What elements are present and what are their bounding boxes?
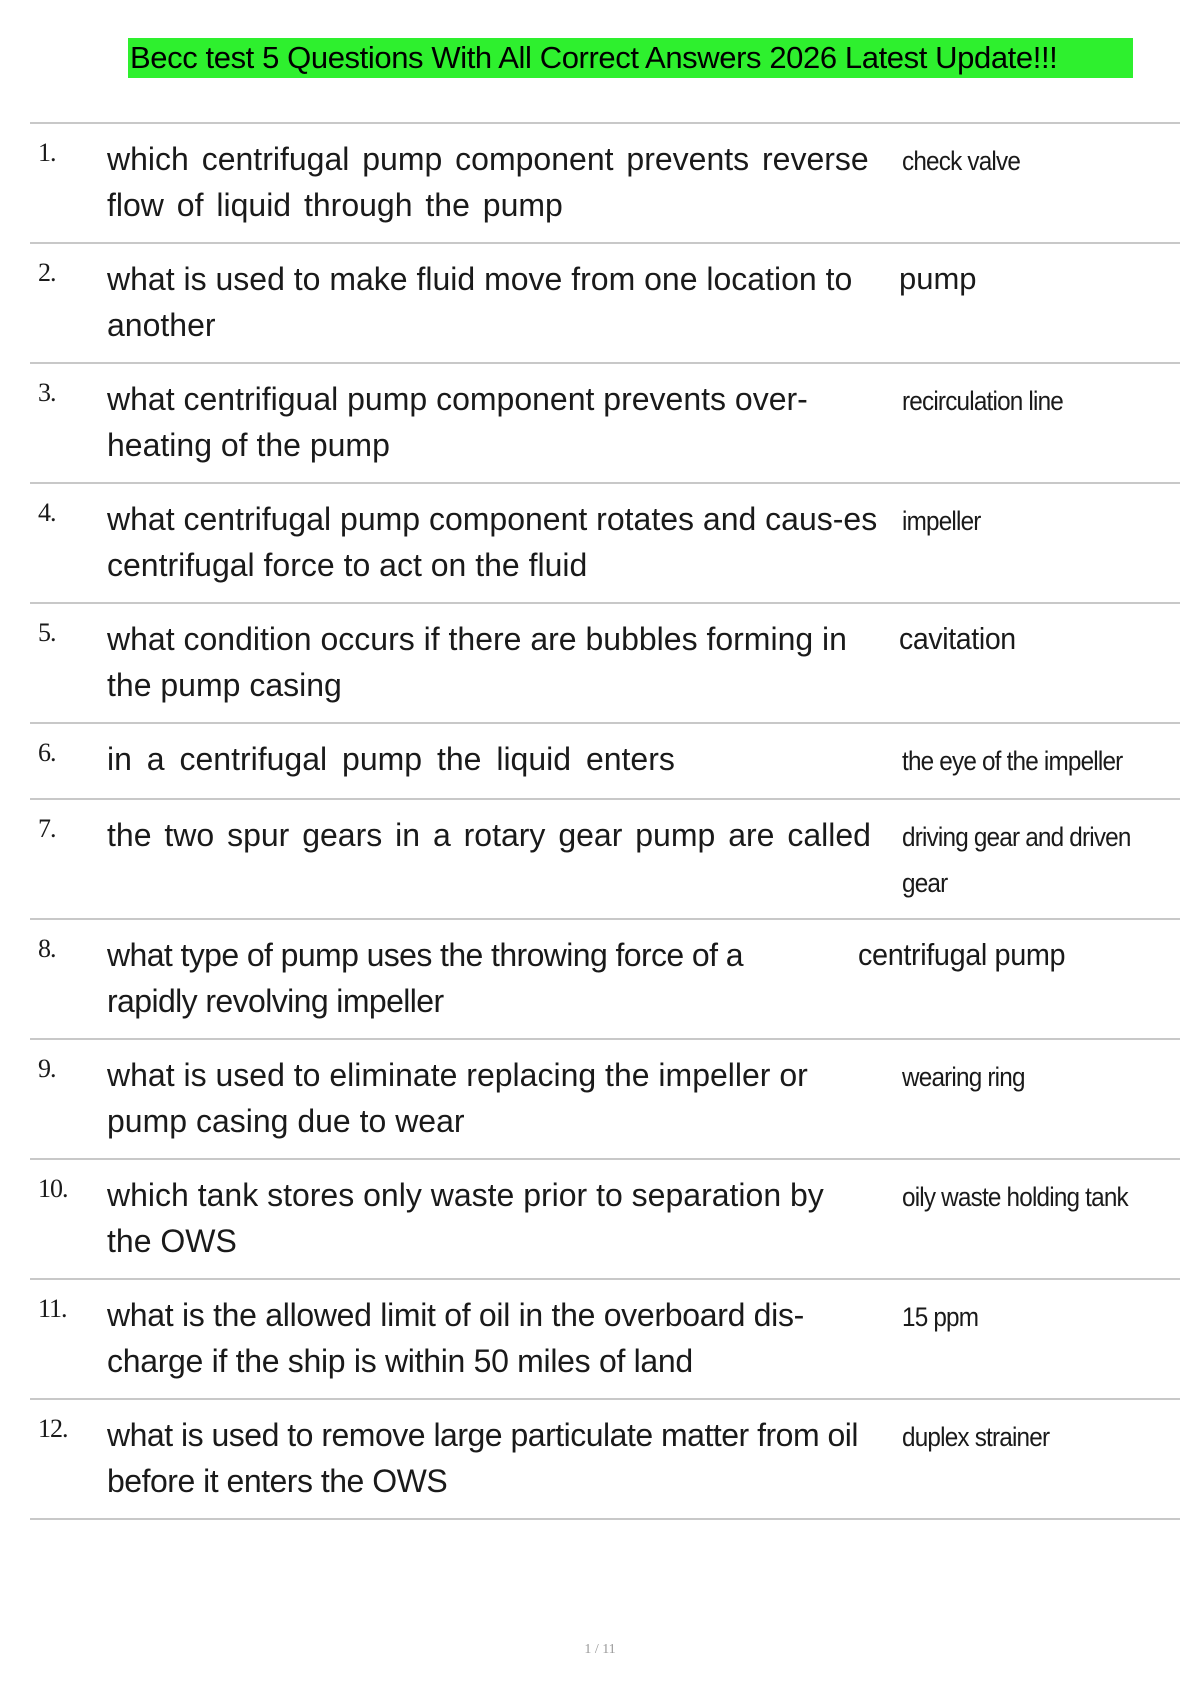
item-answer: 15 ppm [902,1302,979,1332]
item-answer: cavitation [899,621,1016,656]
qa-item-4 [30,484,1180,602]
item-question: what is used to make fluid move from one location to another [107,261,853,343]
qa-item-3 [30,364,1180,482]
item-number: 10. [38,1174,68,1203]
item-number: 11. [38,1294,67,1323]
item-answer: recirculation line [902,386,1064,416]
qa-item-11 [30,1280,1180,1398]
page-indicator: 1 / 11 [584,1642,616,1657]
item-question: in a centrifugal pump the liquid enters [107,741,675,777]
qa-item-10 [30,1160,1180,1278]
item-number: 7. [38,814,56,843]
divider [30,1518,1180,1520]
item-question: what centrifugal pump component rotates and caus-es centrifugal force to act on the fluid [107,501,878,583]
item-question: what is used to remove large particulate matter from oil before it enters the OWS [107,1417,858,1499]
item-question: what is used to eliminate replacing the impeller or pump casing due to wear [107,1057,808,1139]
qa-item-1 [30,124,1180,242]
item-number: 8. [38,934,56,963]
item-answer: impeller [902,506,981,536]
qa-item-8 [30,920,1180,1038]
item-question: what centrifigual pump component prevents over-heating of the pump [107,381,808,463]
qa-item-6 [30,724,1180,798]
item-number: 2. [38,258,56,287]
item-question: what condition occurs if there are bubbles forming in the pump casing [107,621,847,703]
item-number: 9. [38,1054,56,1083]
item-number: 3. [38,378,56,407]
item-question: which centrifugal pump component prevents reverse flow of liquid through the pump [107,141,869,223]
document-title: Becc test 5 Questions With All Correct Answers 2026 Latest Update!!! [130,40,1058,75]
qa-item-7 [30,800,1180,918]
item-answer: wearing ring [902,1062,1025,1092]
qa-list [30,122,1180,1520]
item-answer: centrifugal pump [858,937,1066,972]
item-number: 12. [38,1414,68,1443]
item-answer: oily waste holding tank [902,1182,1128,1212]
item-number: 4. [38,498,56,527]
title-highlight [128,38,1133,78]
item-number: 6. [38,738,56,767]
qa-item-2 [30,244,1180,362]
item-answer: driving gear and driven gear [902,822,1131,898]
item-number: 1. [38,138,56,167]
item-question: which tank stores only waste prior to separation by the OWS [107,1177,824,1259]
item-question: what type of pump uses the throwing force of a rapidly revolving impeller [107,937,743,1019]
qa-item-9 [30,1040,1180,1158]
item-number: 5. [38,618,56,647]
item-answer: check valve [902,146,1021,176]
item-question: the two spur gears in a rotary gear pump are called [107,817,871,853]
item-answer: pump [899,261,977,296]
qa-item-5 [30,604,1180,722]
qa-item-12 [30,1400,1180,1518]
item-question: what is the allowed limit of oil in the overboard dis-charge if the ship is within 50 miles of land [107,1297,805,1379]
item-answer: duplex strainer [902,1422,1050,1452]
item-answer: the eye of the impeller [902,746,1123,776]
